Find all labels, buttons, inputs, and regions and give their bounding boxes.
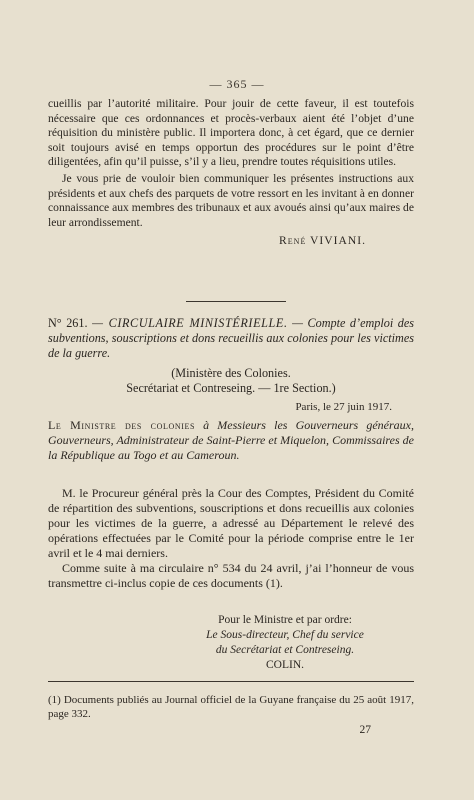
issuer-block bbox=[48, 366, 414, 396]
addressee-block bbox=[48, 418, 414, 463]
circular-subject: — Compte d’emploi des subventions, souscriptions et dons recueillis aux colonies pour les victimes de la guerre. bbox=[48, 316, 415, 360]
circular-date: Paris, le 27 juin 1917. bbox=[295, 401, 392, 413]
circular-body bbox=[48, 486, 414, 591]
previous-paragraph-1: cueillis par l’autorité militaire. Pour jouir de cette faveur, il est toutefois nécessaire que ces ordonnances et procès-verbaux aient été l’objet d’une réquisition du ministère public. Il importera donc, à cet égard, que ce dernier soit toujours avisé en temps opportun des procédures sur le point d’être diligentées, afin qu’il puisse, s’il y a lieu, prendre toutes réquisitions utiles. bbox=[48, 97, 414, 169]
page-number-footer: 27 bbox=[359, 724, 371, 736]
issuer-section: Secrétariat et Contreseing. — 1re Section.) bbox=[126, 381, 336, 395]
circular-number: N° 261. bbox=[48, 316, 88, 330]
section-divider bbox=[186, 301, 286, 302]
circular-paragraph-2: Comme suite à ma circulaire n° 534 du 24 avril, j’ai l’honneur de vous transmettre ci-inclus copie de ces documents (1). bbox=[48, 561, 414, 590]
signature-line-2: Le Sous-directeur, Chef du service bbox=[206, 629, 364, 641]
addressee-recipients: à Messieurs les Gouverneurs généraux, Gouverneurs, Administrateur de Saint-Pierre et Miquelon, Commissaires de la République au Togo et au Cameroun. bbox=[48, 418, 415, 462]
page-number-header: — 365 — bbox=[209, 77, 265, 91]
signature-name: COLIN. bbox=[265, 659, 304, 671]
addressee-minister: Le Ministre des colonies bbox=[48, 418, 196, 432]
previous-text-block bbox=[48, 97, 414, 249]
footnote-divider bbox=[48, 681, 414, 682]
circular-signature-block bbox=[160, 613, 410, 673]
previous-paragraph-2: Je vous prie de vouloir bien communiquer les présentes instructions aux présidents et aux chefs des parquets de votre ressort en les invitant à en donner connaissance aux membres des tribunaux et aux avoués ainsi qu’aux maires de leur arrondissement. bbox=[48, 171, 414, 229]
issuer-ministry: (Ministère des Colonies. bbox=[171, 366, 291, 380]
previous-signature: René VIVIANI. bbox=[279, 234, 366, 248]
footnote: (1) Documents publiés au Journal officiel de la Guyane française du 25 août 1917, page 332. bbox=[48, 694, 414, 720]
signature-line-1: Pour le Ministre et par ordre: bbox=[218, 614, 352, 626]
signature-line-3: du Secrétariat et Contreseing. bbox=[215, 644, 355, 656]
circular-title: — CIRCULAIRE MINISTÉRIELLE. bbox=[92, 316, 288, 330]
circular-heading bbox=[48, 316, 414, 361]
circular-paragraph-1: M. le Procureur général près la Cour des Comptes, Président du Comité de répartition des subventions, souscriptions et dons recueillis aux colonies pour les victimes de la guerre, a adressé au Département le relevé des opérations effectuées par le Comité pour la période comprise entre le 1er avril et le 4 mai derniers. bbox=[48, 486, 414, 560]
